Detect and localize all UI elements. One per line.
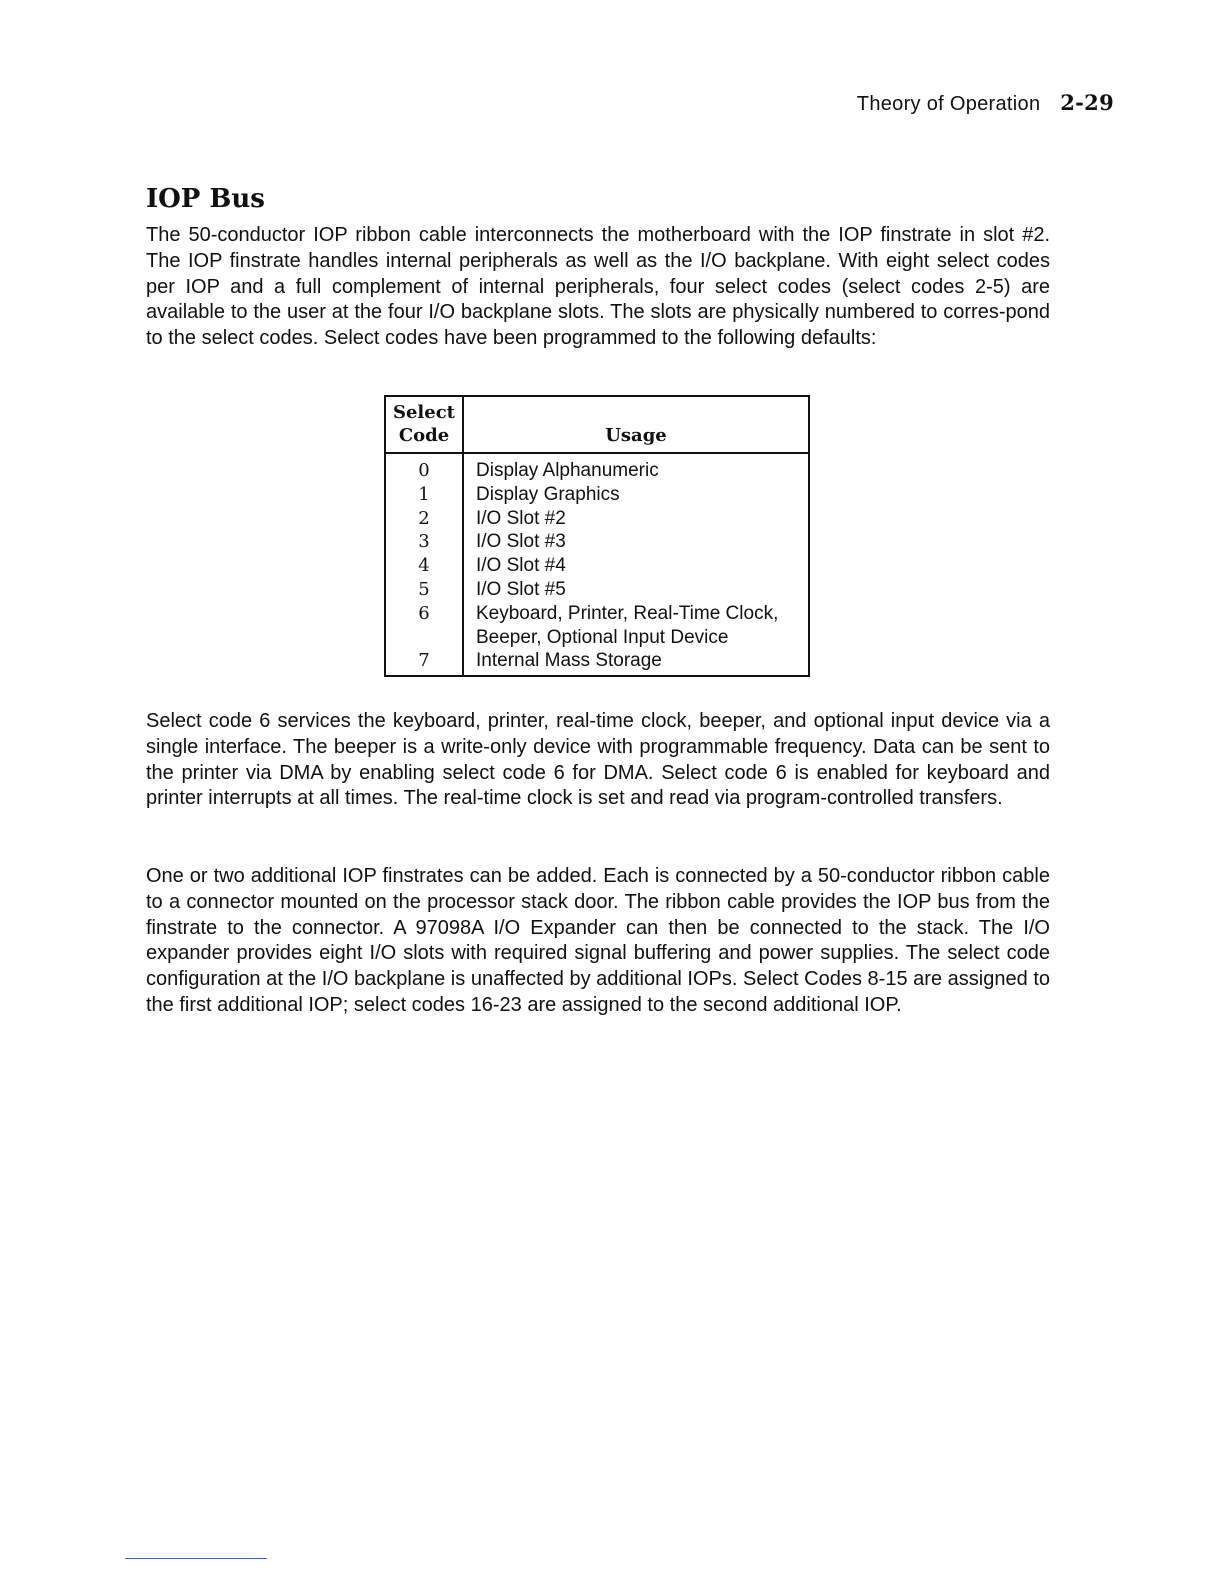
usage-cell: I/O Slot #5: [476, 578, 566, 600]
usage-cell: Internal Mass Storage: [476, 650, 662, 672]
usage-cell: [463, 602, 809, 650]
usage-cell: Display Alphanumeric: [476, 460, 659, 481]
select-code-cell: 6: [385, 602, 463, 650]
table-row: [385, 602, 809, 650]
select-code-cell: 2: [385, 507, 463, 531]
table-header-row: [385, 396, 809, 453]
select-code-cell: 5: [385, 578, 463, 602]
select-code-cell: 4: [385, 554, 463, 578]
select-code-cell: 3: [385, 530, 463, 554]
table-row: [385, 649, 809, 676]
page-number: 2-29: [1060, 90, 1114, 115]
usage-cell: I/O Slot #4: [476, 555, 566, 577]
running-header: [857, 90, 1114, 116]
expansion-paragraph: One or two additional IOP finstrates can be added. Each is connected by a 50-conductor ribbon cable to a connector mounted on the processor stack door. The ribbon cable provides the IOP bus from the finstrate to the connector. A 97098A I/O Expander can then be connected to the stack. The I/O expander provides eight I/O slots with required signal buffering and power supplies. The select code configuration at the I/O backplane is unaffected by additional IOPs. Select Codes 8-15 are assigned to the first additional IOP; select codes 16-23 are assigned to the second additional IOP.: [146, 865, 1050, 1016]
usage-line: Keyboard, Printer, Real-Time Clock,: [476, 602, 779, 624]
table-row: [385, 453, 809, 483]
select-code-6-paragraph: Select code 6 services the keyboard, printer, real-time clock, beeper, and optional input device via a single interface. The beeper is a write-only device with programmable frequency. Data can be sent to the printer via DMA by enabling select code 6 for DMA. Select code 6 is enabled for keyboard and printer interrupts at all times. The real-time clock is set and read via program-controlled transfers.: [146, 710, 1050, 810]
usage-cell: I/O Slot #3: [476, 531, 566, 553]
select-code-cell: 1: [385, 483, 463, 507]
table-row: [385, 554, 809, 578]
select-code-cell: 0: [385, 453, 463, 483]
header-section-title: Theory of Operation: [856, 93, 1041, 115]
header-select: Select: [392, 402, 455, 423]
table-row: [385, 530, 809, 554]
table-row: [385, 578, 809, 602]
header-code: Code: [398, 425, 450, 446]
usage-cell: Display Graphics: [476, 483, 620, 505]
table-row: [385, 507, 809, 531]
intro-paragraph: The 50-conductor IOP ribbon cable interconnects the motherboard with the IOP finstrate in slot #2. The IOP finstrate handles internal peripherals as well as the I/O backplane. With eight select codes per IOP and a full complement of internal peripherals, four select codes (select codes 2-5) are available to the user at the four I/O backplane slots. The slots are physically numbered to corres-pond to the select codes. Select codes have been programmed to the following defaults:: [146, 224, 1050, 350]
column-header-usage: Usage: [463, 396, 809, 453]
column-header-select-code: [385, 396, 463, 453]
section-heading: IOP Bus: [146, 184, 265, 214]
select-code-table: [384, 395, 810, 677]
select-code-cell: 7: [385, 649, 463, 676]
table-row: [385, 483, 809, 507]
footer-rule: [125, 1558, 267, 1559]
usage-line-continued: Beeper, Optional Input Device: [476, 626, 729, 648]
usage-cell: I/O Slot #2: [476, 507, 566, 529]
